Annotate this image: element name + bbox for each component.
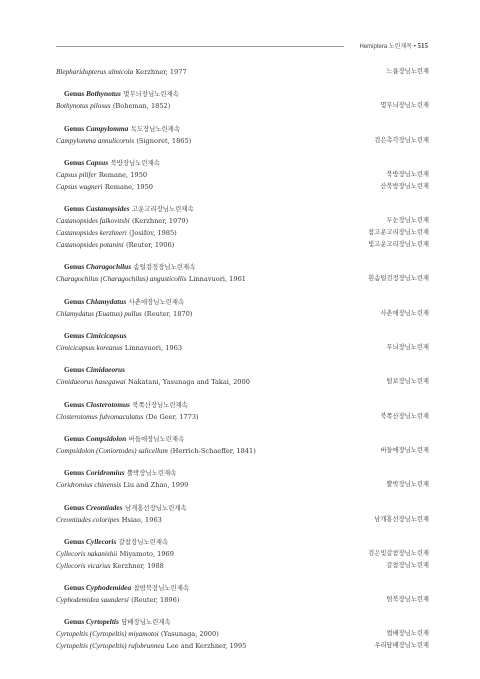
species-author: (De Geer, 1773) — [145, 412, 199, 421]
species-entry — [56, 308, 429, 320]
species-author: (Yasunaga, 2000) — [160, 630, 219, 639]
species-name: Cimicicapsus koreanus — [56, 344, 123, 353]
species-name: Campylomma annulicornis — [56, 136, 135, 145]
genus-word: Genus — [64, 399, 86, 409]
species-author: (Reuter, 1870) — [144, 309, 193, 318]
genus-name: Bothynotus — [85, 89, 121, 99]
genus-name: Cimidaeorus — [85, 365, 125, 375]
species-entry — [56, 548, 429, 560]
section-gap — [56, 491, 429, 501]
species-name: Castanopsides falkovitshi — [56, 217, 130, 226]
genus-heading — [56, 261, 429, 273]
genus-name: Charagochilus — [85, 262, 132, 272]
section-gap — [56, 354, 429, 364]
genus-heading — [56, 364, 429, 376]
section-gap — [56, 78, 429, 88]
genus-korean-name: 사촌애장님노린재속 — [128, 297, 185, 306]
species-name: Capsus wagneri — [56, 182, 103, 191]
species-name: Cyrtopeltis (Cyrtopeltis) miyamotoi — [56, 630, 159, 639]
species-entry — [56, 342, 429, 354]
genus-name: Chlamydatus — [85, 296, 127, 306]
genus-korean-name: 버들애장님노린재속 — [128, 434, 185, 443]
species-author: Kerzhner, 1977 — [135, 68, 187, 76]
species-author: (Reuter, 1906) — [126, 241, 175, 250]
species-author: (Signoret, 1865) — [136, 136, 192, 145]
species-author: Miyamoto, 1969 — [119, 549, 174, 558]
genus-word: Genus — [64, 262, 86, 272]
species-korean-name: 뿔박장님노린재 — [386, 481, 429, 489]
species-korean-name: 검은촉각장님노린재 — [374, 136, 429, 144]
genus-word: Genus — [64, 331, 86, 341]
species-korean-name: 느릅장님노린재 — [386, 68, 429, 75]
section-gap — [56, 606, 429, 616]
genus-heading — [56, 433, 429, 445]
species-entry — [56, 135, 429, 147]
species-author: (Kerzhner, 1979) — [131, 217, 189, 226]
species-korean-name: 무늬장님노린재 — [386, 344, 429, 352]
species-author: (Herrich-Schaeffer, 1841) — [170, 446, 256, 455]
genus-word: Genus — [64, 157, 86, 167]
genus-heading — [56, 296, 429, 308]
genus-korean-name: 뿔박장님노린재속 — [126, 469, 177, 478]
header-bullet: • — [413, 44, 416, 50]
species-korean-name: 갈참장님노린재 — [386, 561, 429, 569]
species-name: Charagochilus (Charagochilus) angusticollis — [56, 275, 187, 284]
species-entry — [56, 445, 429, 457]
header-title: Hemiptera 노린재목 — [359, 44, 413, 50]
header-rule — [56, 46, 344, 47]
species-name: Chlamydatus (Euattus) pullus — [56, 309, 142, 318]
species-korean-name: 버들애장님노린재 — [380, 446, 429, 454]
species-korean-name: 검은빛갈참장님노린재 — [368, 549, 429, 557]
section-gap — [56, 388, 429, 398]
species-name: Cyrtopeltis (Cyrtopeltis) rufobrunnea — [56, 642, 165, 651]
genus-heading — [56, 399, 429, 411]
species-entry — [56, 215, 429, 227]
species-entry — [56, 640, 429, 652]
genus-korean-name: 북방장님노린재속 — [110, 158, 160, 167]
genus-korean-name: 독도장님노린재속 — [130, 124, 181, 133]
species-entry — [56, 227, 429, 239]
genus-korean-name: 고운고리장님노린재속 — [131, 205, 194, 214]
species-korean-name: 북방장님노린재 — [386, 170, 429, 178]
genus-name: Creontiades — [85, 502, 123, 512]
species-entry — [56, 628, 429, 640]
genus-korean-name: 몇무늬장님노린재속 — [123, 90, 179, 99]
genus-heading — [56, 203, 429, 215]
species-name: Closterotomus fulvomaculatus — [56, 412, 144, 421]
species-author: Remane, 1950 — [104, 182, 153, 191]
species-entry — [56, 181, 429, 193]
genus-word: Genus — [64, 89, 86, 99]
species-korean-name: 사촌애장님노린재 — [380, 309, 429, 317]
genus-korean-name: 북쪽산장님노린재속 — [132, 400, 188, 409]
genus-name: Closterotomus — [85, 399, 130, 409]
species-korean-name: 털보장님노린재 — [386, 378, 429, 386]
section-gap — [56, 251, 429, 261]
genus-heading — [56, 88, 429, 100]
genus-word: Genus — [64, 204, 86, 214]
genus-korean-name: 솜털검정장님노린재속 — [133, 263, 196, 272]
genus-name: Coridromius — [85, 468, 125, 478]
species-name: Cyllecoris vicarius — [56, 561, 111, 570]
species-name: Compsidolon (Coniortodes) salicellum — [56, 446, 168, 455]
section-gap — [56, 112, 429, 122]
genus-heading — [56, 502, 429, 514]
species-korean-name: 두눈장님노린재 — [386, 217, 429, 225]
species-name: Capsus pilifer — [56, 170, 97, 179]
species-korean-name: 썹배장님노린재 — [386, 630, 429, 638]
genus-korean-name: 남개홍선장님노린재속 — [124, 503, 187, 512]
genus-heading — [56, 582, 429, 594]
species-korean-name: 엄북장님노린재 — [386, 596, 429, 604]
species-name: Cyphodemidea saundersi — [56, 596, 129, 605]
genus-word: Genus — [64, 365, 86, 375]
species-author: Remane, 1950 — [98, 170, 148, 179]
species-author: Kerzhner, 1988 — [112, 561, 164, 570]
species-author: Lee and Kerzhner, 1995 — [166, 642, 247, 651]
species-author: Liu and Zhao, 1999 — [123, 481, 189, 490]
section-gap — [56, 147, 429, 157]
species-entry — [56, 239, 429, 251]
species-entry — [56, 594, 429, 606]
section-gap — [56, 193, 429, 203]
genus-korean-name: 갈참장님노린재속 — [118, 537, 169, 546]
species-name: Castanopsides potanini — [56, 241, 124, 250]
species-korean-name: 남개홍선장님노린재 — [374, 515, 429, 523]
genus-korean-name: 참밤북장님노린재속 — [133, 584, 190, 593]
species-author: Hsiao, 1963 — [121, 515, 162, 524]
genus-word: Genus — [64, 583, 86, 593]
genus-heading — [56, 330, 429, 342]
species-name: Bothynotus pilosus — [56, 102, 111, 111]
species-name: Cyllecoris nakanishii — [56, 549, 118, 558]
genus-name: Capsus — [85, 157, 109, 167]
species-name: Castanopsides kerzhneri — [56, 229, 127, 238]
species-korean-name: 북쪽산장님노린재 — [380, 412, 429, 420]
genus-word: Genus — [64, 617, 86, 627]
species-korean-name: 몇무늬장님노린재 — [380, 102, 429, 110]
genus-word: Genus — [64, 468, 86, 478]
section-gap — [56, 457, 429, 467]
species-korean-name: 우리담배장님노린재 — [374, 642, 429, 650]
species-author: (Boheman, 1852) — [112, 102, 171, 111]
species-entry — [56, 273, 429, 285]
species-entry — [56, 100, 429, 112]
genus-word: Genus — [64, 296, 86, 306]
species-entry — [56, 411, 429, 423]
species-entry — [56, 479, 429, 491]
species-entry — [56, 514, 429, 526]
species-name: Cimidaeorus hasegawai — [56, 378, 126, 387]
section-gap — [56, 526, 429, 536]
species-entry — [56, 376, 429, 388]
species-korean-name: 산북방장님노린재 — [380, 182, 429, 190]
section-gap — [56, 285, 429, 295]
genus-name: Cyrtopeltis — [85, 617, 119, 627]
section-gap — [56, 572, 429, 582]
genus-name: Cyphodemidea — [85, 583, 132, 593]
page-number: 515 — [417, 42, 428, 50]
genus-heading — [56, 616, 429, 628]
genus-word: Genus — [64, 502, 86, 512]
species-author: Linnavuori, 1963 — [124, 344, 183, 353]
species-author: Linnavuori, 1961 — [188, 275, 246, 284]
species-korean-name: 참고운고리장님노린재 — [368, 229, 429, 237]
section-gap — [56, 320, 429, 330]
running-header — [56, 41, 428, 51]
genus-heading — [56, 123, 429, 135]
genus-name: Castanopsides — [85, 204, 130, 214]
genus-korean-name: 담배장님노린재속 — [121, 618, 171, 627]
genus-word: Genus — [64, 536, 86, 546]
genus-heading — [56, 157, 429, 169]
species-name: Creontiades coloripes — [56, 515, 120, 524]
genus-word: Genus — [64, 433, 86, 443]
genus-word: Genus — [64, 123, 86, 133]
species-entry — [56, 560, 429, 572]
genus-name: Cimicicapsus — [85, 331, 127, 341]
genus-name: Compsidolon — [85, 433, 127, 443]
species-author: (Reuter, 1896) — [131, 596, 180, 605]
header-text — [360, 41, 428, 52]
species-list — [56, 66, 429, 652]
species-name: Blepharidopterus ulmicola — [56, 68, 134, 76]
genus-heading — [56, 536, 429, 548]
genus-heading — [56, 467, 429, 479]
species-korean-name: 빛고운고리장님노린재 — [368, 241, 429, 249]
species-entry — [56, 66, 429, 78]
genus-name: Campylomma — [85, 123, 129, 133]
genus-name: Cyllecoris — [85, 536, 117, 546]
species-author: Nakatani, Yasunaga and Takai, 2000 — [127, 378, 250, 387]
species-name: Coridromius chinensis — [56, 481, 122, 490]
species-entry — [56, 169, 429, 181]
species-korean-name: 흰솜털검정장님노린재 — [368, 275, 429, 283]
section-gap — [56, 423, 429, 433]
species-author: (Josifov, 1985) — [129, 229, 177, 238]
